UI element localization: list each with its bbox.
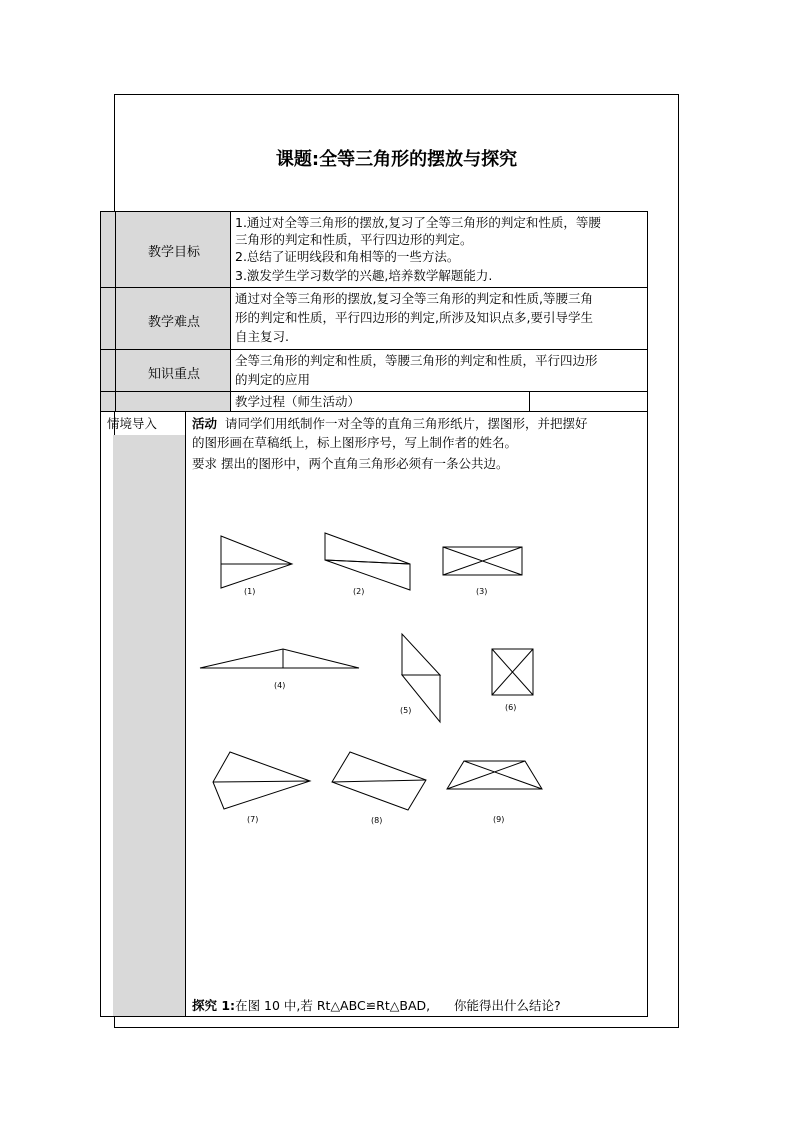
figure-4 [200,649,359,668]
difficulty-line-2: 形的判定和性质，平行四边形的判定,所涉及知识点多,要引导学生 [235,310,593,325]
keypoints-line-2: 的判定的应用 [235,372,311,387]
explore-label: 探究 1: [192,998,236,1013]
figure-9 [447,761,542,789]
difficulty-label-cell [115,287,231,350]
process-header: 教学过程（师生活动） [235,394,361,409]
figure-caption-4: (4) [274,681,286,690]
figure-1 [221,536,292,588]
activity-label: 活动 [192,416,218,431]
activity-text-1: 请同学们用纸制作一对全等的直角三角形纸片，摆图形，并把摆好 [224,416,588,431]
keypoints-label-cell [115,349,231,392]
figure-2 [325,533,410,590]
figure-caption-7: (7) [247,815,259,824]
keypoints-line-1: 全等三角形的判定和性质，等腰三角形的判定和性质，平行四边形 [235,353,598,368]
process-header-extra-cell [529,391,648,412]
figure-caption-1: (1) [244,587,256,596]
activity-line-2: 的图形画在草稿纸上，标上图形序号，写上制作者的姓名。 [192,435,518,450]
figure-8 [332,752,426,810]
goals-line-3: 2.总结了证明线段和角相等的一些方法。 [235,249,460,264]
activity-line-1 [192,415,587,432]
figure-6 [492,649,533,695]
left-margin-cell [100,391,116,412]
figure-caption-8: (8) [371,816,383,825]
requirement-text: 要求 摆出的图形中，两个直角三角形必须有一条公共边。 [192,456,509,471]
goals-content-cell [230,211,648,288]
keypoints-label: 知识重点 [147,367,200,382]
figure-7 [213,752,310,809]
figure-caption-6: (6) [505,703,517,712]
goals-label: 教学目标 [147,245,200,260]
figure-caption-5: (5) [400,706,412,715]
scene-shade-area [113,435,186,1017]
triangle-figures [186,480,556,840]
goals-label-cell [115,211,231,288]
goals-line-4: 3.激发学生学习数学的兴趣,培养数学解题能力. [235,268,493,283]
explore-text: 在图 10 中,若 Rt△ABC≌Rt△BAD, [235,998,431,1013]
difficulty-label: 教学难点 [147,315,200,330]
header-blank-cell [115,391,231,412]
goals-line-1: 1.通过对全等三角形的摆放,复习了全等三角形的判定和性质，等腰 [235,215,601,230]
figure-3 [443,547,522,575]
difficulty-line-3: 自主复习. [235,329,289,344]
difficulty-content-cell [230,287,648,350]
figure-caption-3: (3) [476,587,488,596]
goals-line-2: 三角形的判定和性质，平行四边形的判定。 [235,232,473,247]
left-margin-cell [100,349,116,392]
left-margin-cell [100,211,116,288]
left-margin-cell [100,287,116,350]
figure-caption-2: (2) [353,587,365,596]
explore-line [192,997,561,1014]
difficulty-line-1: 通过对全等三角形的摆放,复习全等三角形的判定和性质,等腰三角 [235,291,593,306]
process-header-cell [230,391,530,412]
keypoints-content-cell [230,349,648,392]
figure-caption-9: (9) [493,815,505,824]
explore-question: 你能得出什么结论? [453,998,561,1013]
page-title: 课题:全等三角形的摆放与探究 [275,149,518,170]
scene-label: 情境导入 [107,416,158,431]
